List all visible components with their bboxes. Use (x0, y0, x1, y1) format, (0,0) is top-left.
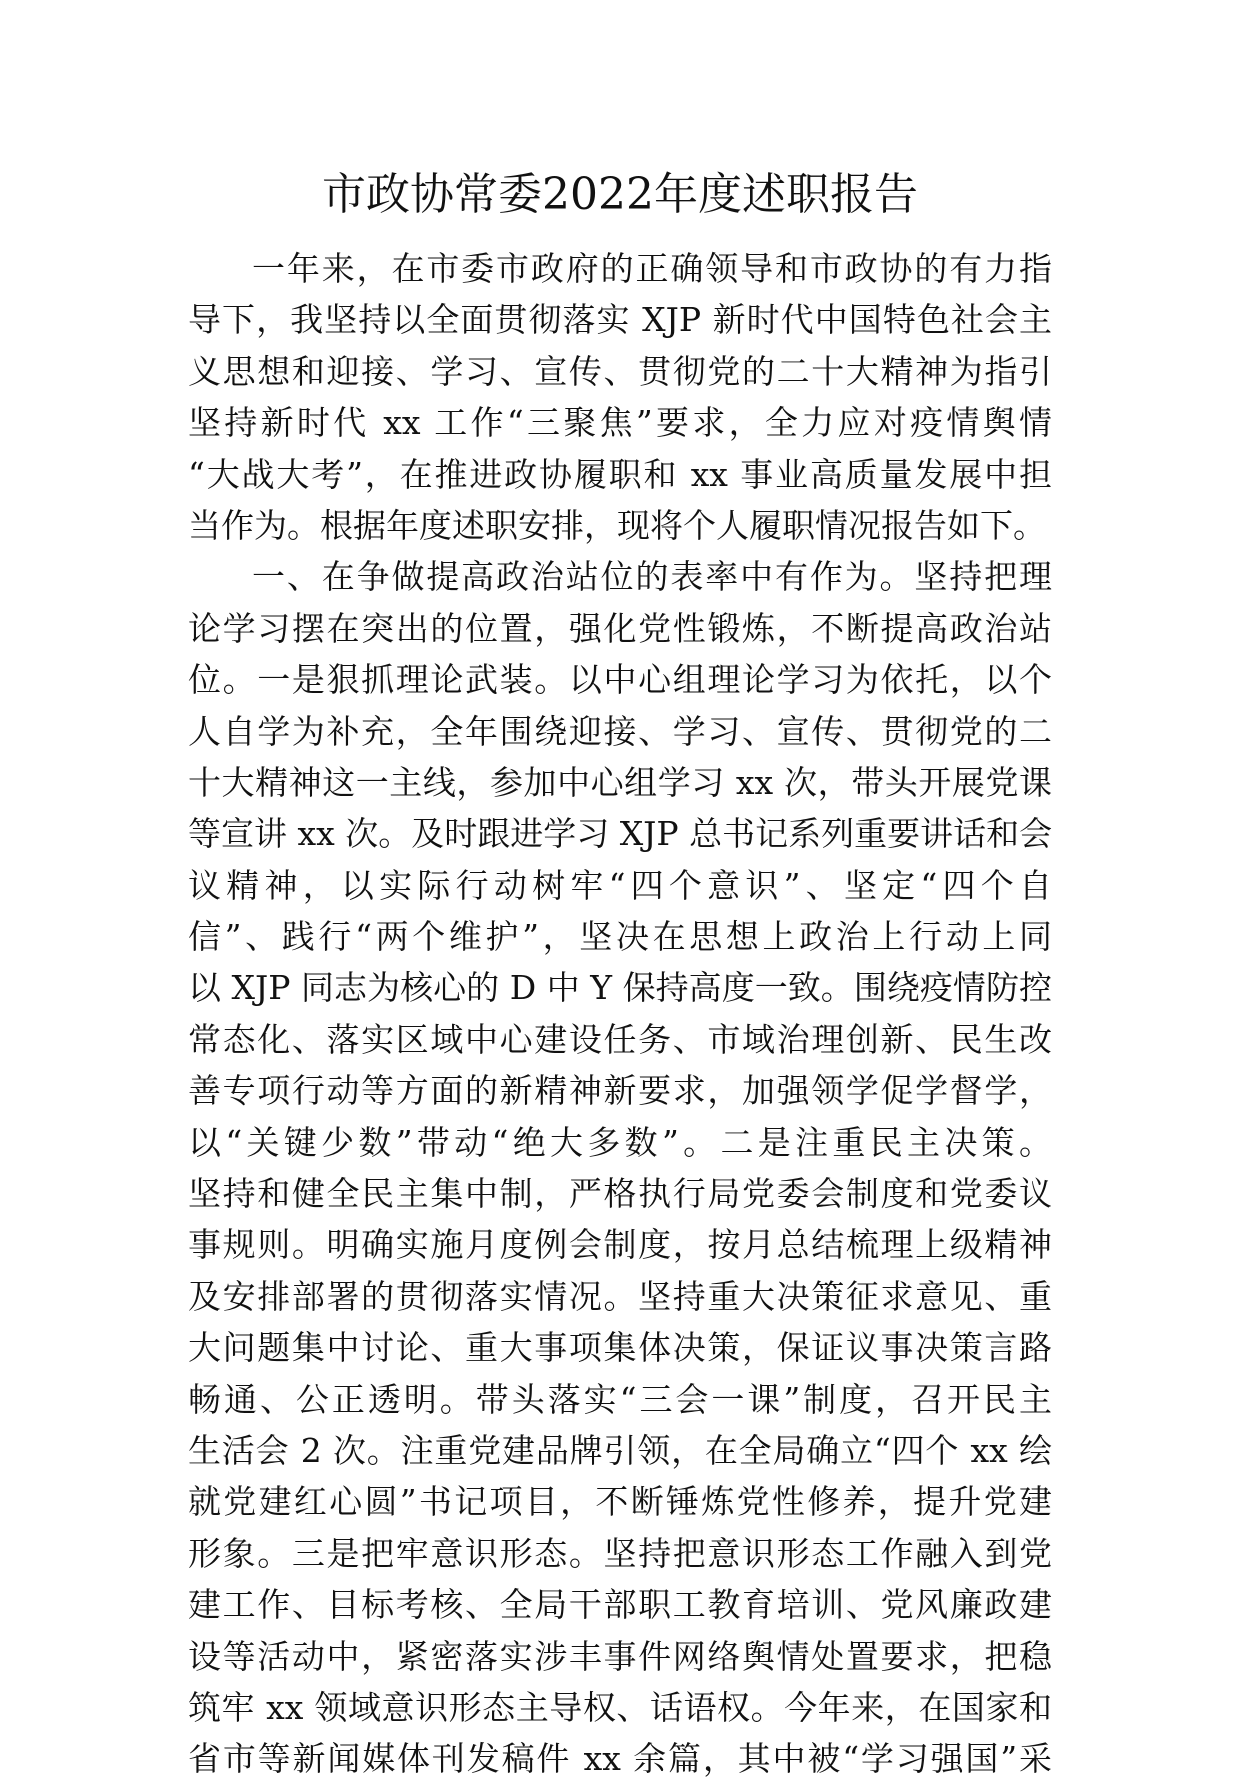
body-line: 人自学为补充，全年围绕迎接、学习、宣传、贯彻党的二 (188, 711, 1052, 751)
body-line: 一年来，在市委市政府的正确领导和市政协的有力指 (252, 249, 1052, 288)
body-line: 位。一是狠抓理论武装。以中心组理论学习为依托，以个 (188, 660, 1052, 700)
document-title: 市政协常委2022年度述职报告 (322, 169, 918, 220)
body-line: 坚持和健全民主集中制，严格执行局党委会制度和党委议 (188, 1174, 1052, 1214)
body-line: 筑牢 xx 领域意识形态主导权、话语权。今年来，在国家和 (188, 1687, 1052, 1727)
body-line: 事规则。明确实施月度例会制度，按月总结梳理上级精神 (188, 1225, 1052, 1265)
body-line: 一、在争做提高政治站位的表率中有作为。坚持把理 (252, 557, 1052, 597)
body-line: 及安排部署的贯彻落实情况。坚持重大决策征求意见、重 (188, 1276, 1052, 1316)
body-line: 设等活动中，紧密落实涉丰事件网络舆情处置要求，把稳 (188, 1636, 1052, 1676)
body-line: 信”、践行“两个维护”，坚决在思想上政治上行动上同 (188, 917, 1052, 957)
body-line: 论学习摆在突出的位置，强化党性锻炼，不断提高政治站 (188, 608, 1052, 648)
body-line: “大战大考”，在推进政协履职和 xx 事业高质量发展中担 (188, 454, 1052, 494)
body-line: 形象。三是把牢意识形态。坚持把意识形态工作融入到党 (188, 1533, 1052, 1573)
body-line: 畅通、公正透明。带头落实“三会一课”制度，召开民主 (188, 1379, 1052, 1419)
body-line: 大问题集中讨论、重大事项集体决策，保证议事决策言路 (188, 1328, 1052, 1368)
body-line: 等宣讲 xx 次。及时跟进学习 XJP 总书记系列重要讲话和会 (188, 814, 1052, 854)
body-line: 议精神，以实际行动树牢“四个意识”、坚定“四个自 (188, 865, 1052, 905)
body-line: 以 XJP 同志为核心的 D 中 Y 保持高度一致。围绕疫情防控 (188, 968, 1052, 1008)
body-line: 当作为。根据年度述职安排，现将个人履职情况报告如下。 (188, 505, 1046, 545)
document-body (188, 243, 1052, 1785)
body-line: 以“关键少数”带动“绝大多数”。二是注重民主决策。 (188, 1122, 1052, 1162)
body-line: 生活会 2 次。注重党建品牌引领，在全局确立“四个 xx 绘 (188, 1430, 1052, 1470)
body-line: 坚持新时代 xx 工作“三聚焦”要求，全力应对疫情舆情 (188, 403, 1052, 443)
body-line: 建工作、目标考核、全局干部职工教育培训、党风廉政建 (188, 1585, 1052, 1625)
body-line: 省市等新闻媒体刊发稿件 xx 余篇，其中被“学习强国”采 (188, 1739, 1052, 1779)
body-line: 就党建红心圆”书记项目，不断锤炼党性修养，提升党建 (188, 1482, 1052, 1522)
body-line: 常态化、落实区域中心建设任务、市域治理创新、民生改 (188, 1019, 1052, 1059)
body-line: 十大精神这一主线，参加中心组学习 xx 次，带头开展党课 (188, 762, 1052, 802)
body-line: 义思想和迎接、学习、宣传、贯彻党的二十大精神为指引 (188, 351, 1052, 391)
body-line: 善专项行动等方面的新精神新要求，加强领学促学督学， (188, 1071, 1052, 1111)
body-line: 导下，我坚持以全面贯彻落实 XJP 新时代中国特色社会主 (188, 300, 1052, 340)
